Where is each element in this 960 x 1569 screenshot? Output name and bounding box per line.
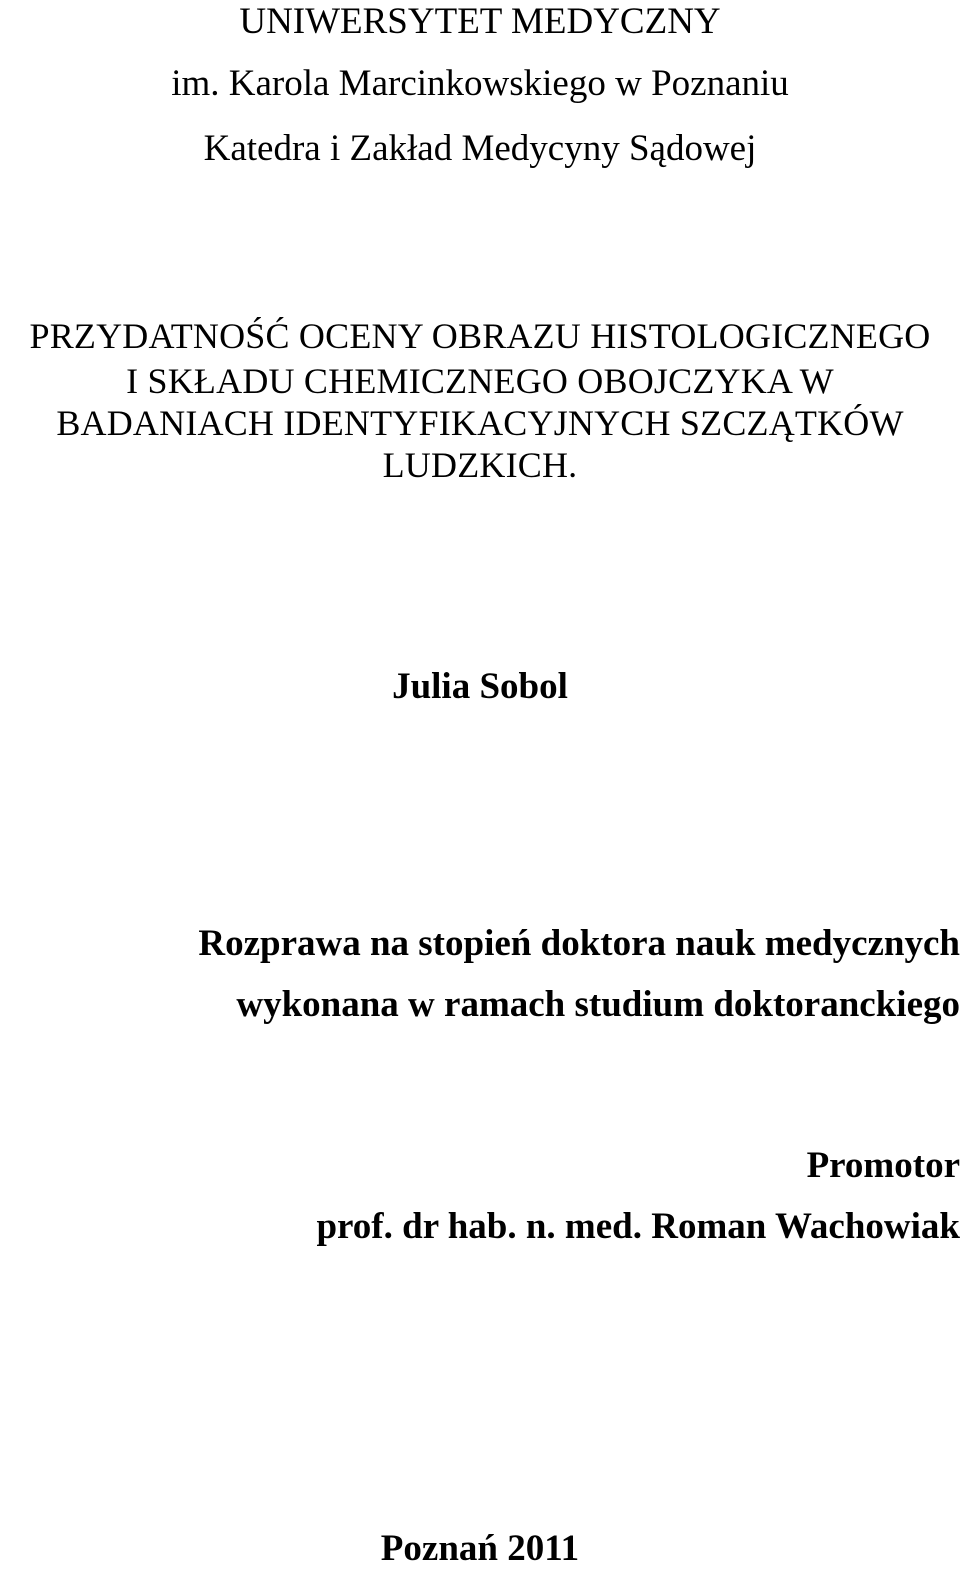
promoter-name: prof. dr hab. n. med. Roman Wachowiak <box>316 1206 960 1247</box>
thesis-title-line-1: PRZYDATNOŚĆ OCENY OBRAZU HISTOLOGICZNEGO <box>29 316 931 356</box>
thesis-title-line-2: I SKŁADU CHEMICZNEGO OBOJCZYKA W <box>126 361 834 401</box>
thesis-description-line-1: Rozprawa na stopień doktora nauk medycznych <box>198 923 960 964</box>
promoter-label: Promotor <box>806 1145 960 1186</box>
university-name: UNIWERSYTET MEDYCZNY <box>239 1 721 42</box>
place-and-year: Poznań 2011 <box>380 1528 580 1569</box>
thesis-description-line-2: wykonana w ramach studium doktoranckiego <box>236 984 960 1025</box>
thesis-title-line-3: BADANIACH IDENTYFIKACYJNYCH SZCZĄTKÓW <box>56 403 904 443</box>
author-name: Julia Sobol <box>392 666 568 707</box>
university-patron: im. Karola Marcinkowskiego w Poznaniu <box>171 63 789 104</box>
department-name: Katedra i Zakład Medycyny Sądowej <box>203 128 757 169</box>
thesis-title-line-4: LUDZKICH. <box>382 445 578 485</box>
